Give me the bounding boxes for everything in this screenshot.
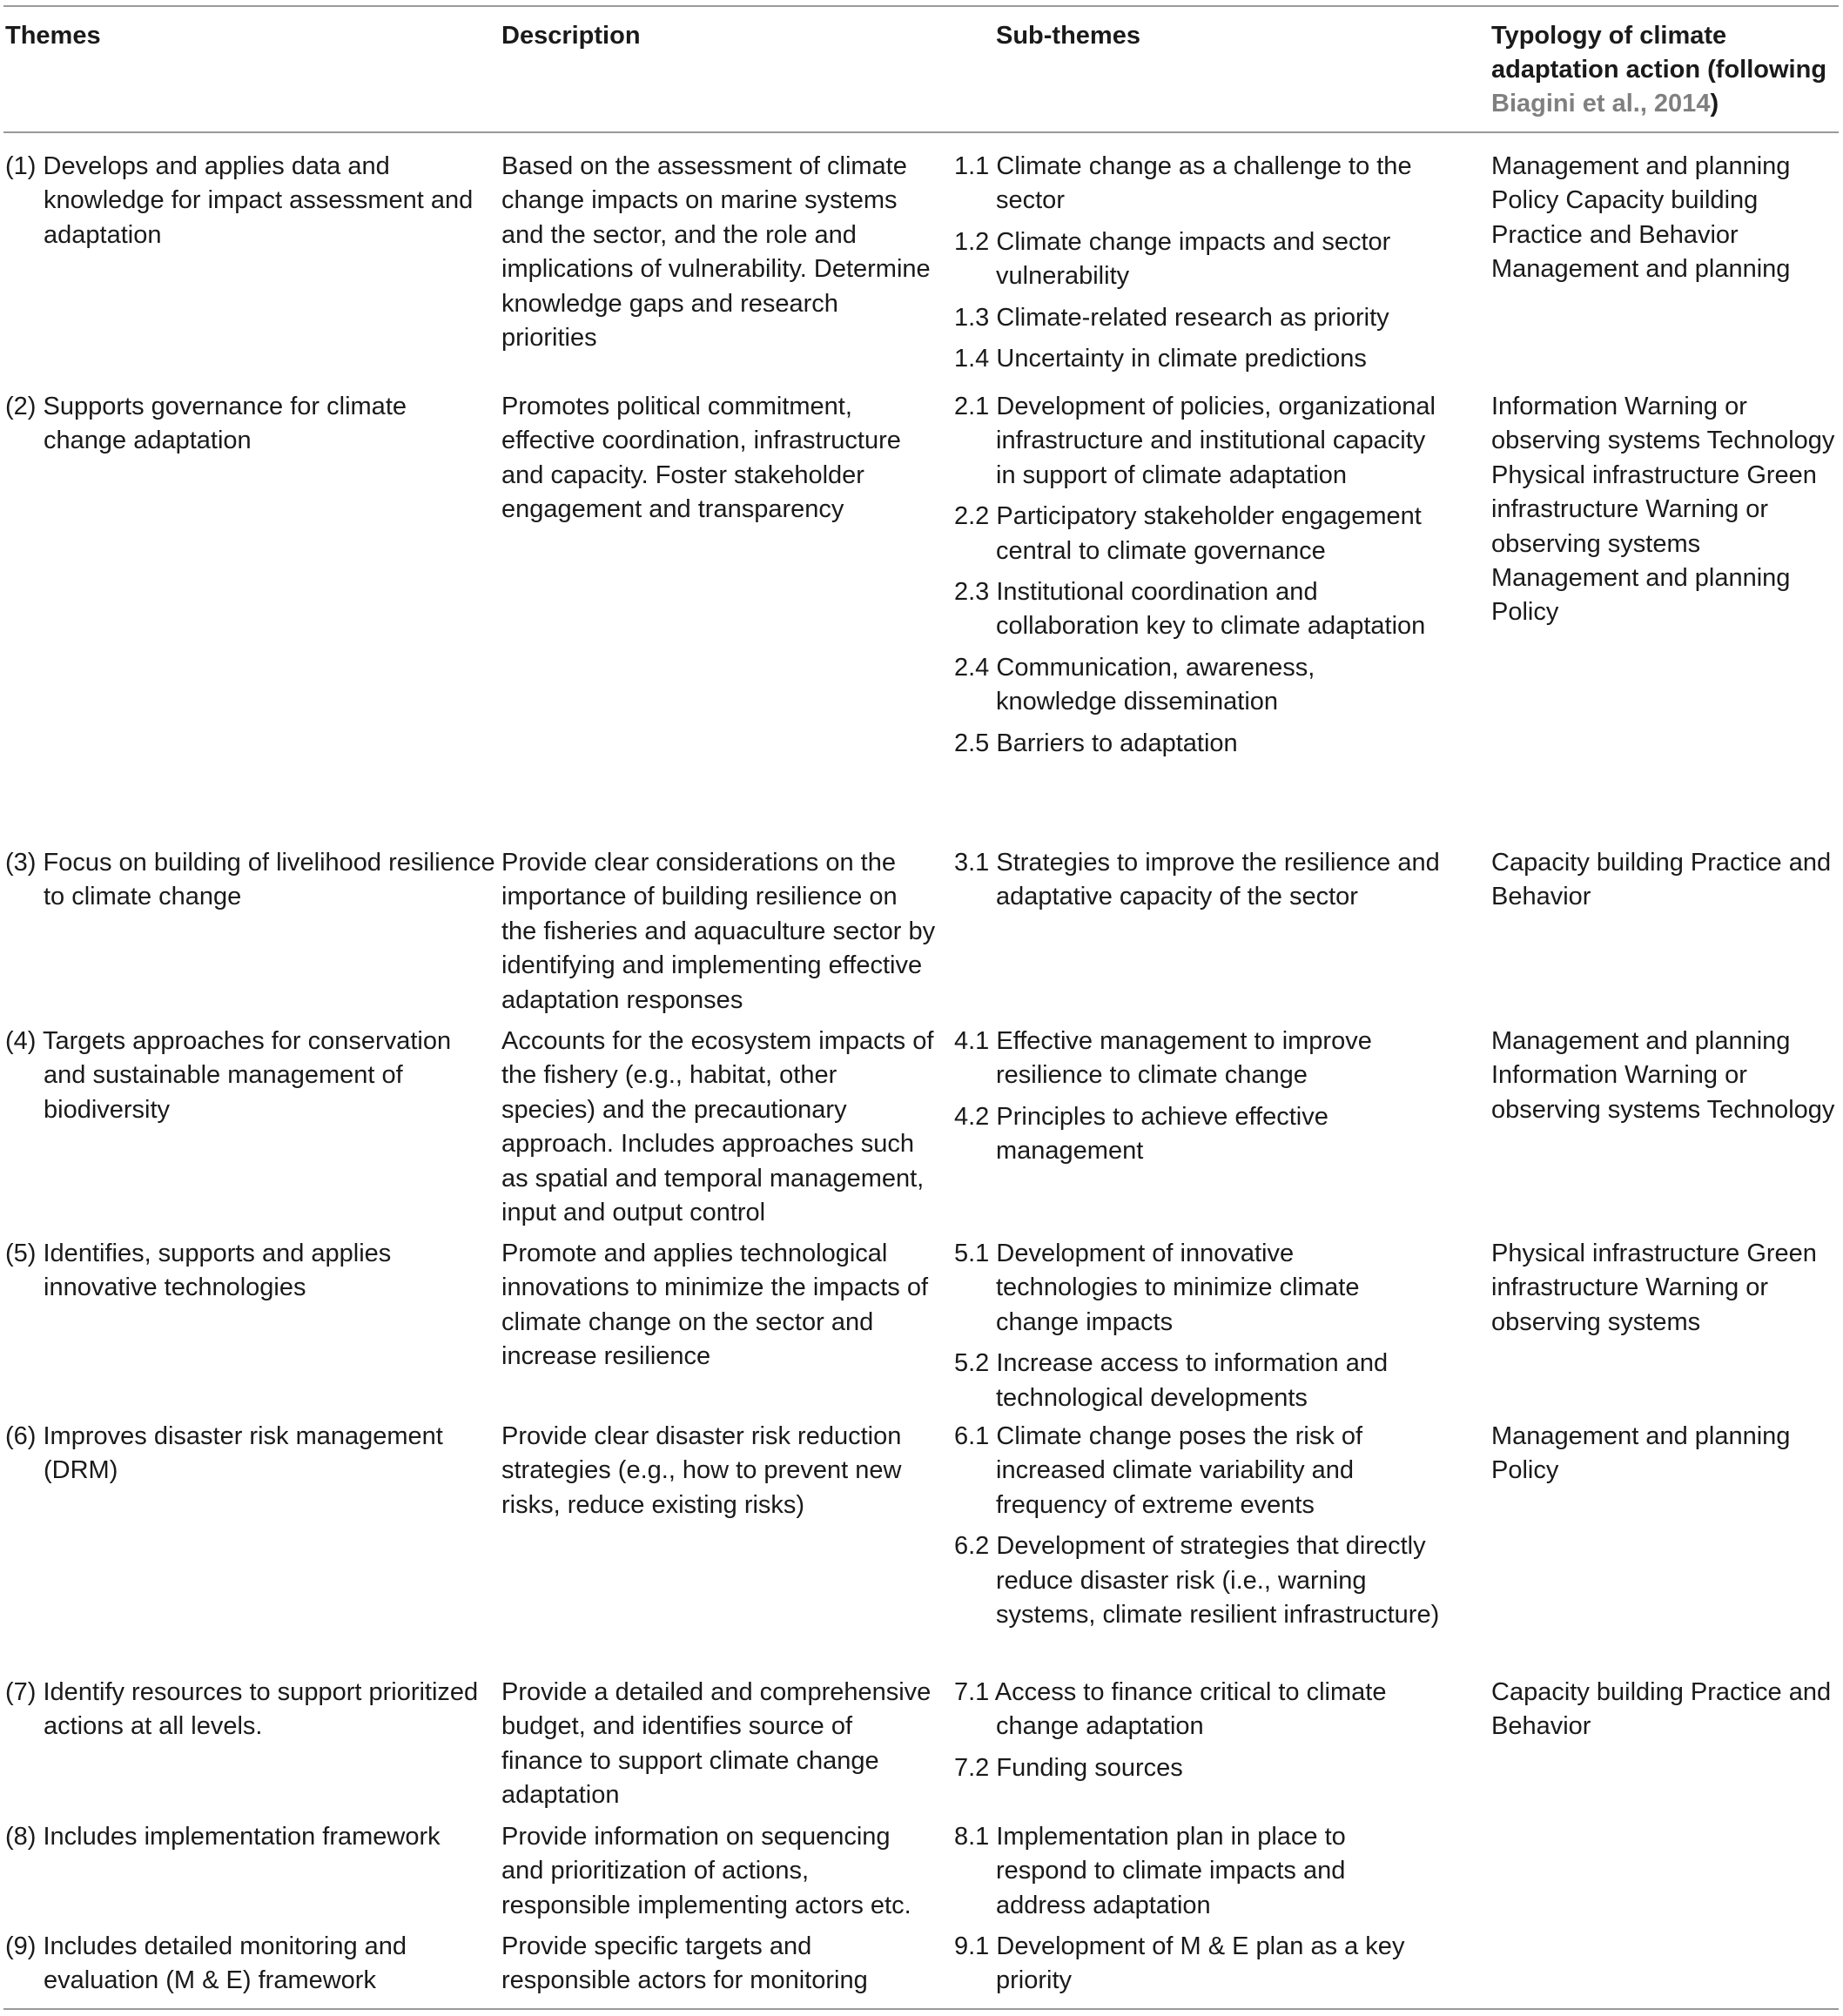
- theme-cell: (7) Identify resources to support prioritized actions at all levels.: [5, 1678, 479, 1741]
- sub-theme-item: 8.1 Implementation plan in place to respond to climate impacts and address adaptation: [954, 1823, 1346, 1919]
- header-typology: [1491, 19, 1840, 121]
- sub-theme-item: 5.1 Development of innovative technologies to minimize climate change impacts: [954, 1240, 1360, 1336]
- sub-themes-cell: [954, 1676, 1442, 1785]
- sub-theme-item: 5.2 Increase access to information and technological developments: [954, 1349, 1389, 1412]
- header-description: Description: [501, 22, 641, 50]
- sub-theme-item: 2.5 Barriers to adaptation: [954, 729, 1238, 757]
- sub-themes-cell: [954, 846, 1442, 915]
- typology-cell: Physical infrastructure Green infrastructure Warning or observing systems: [1491, 1240, 1817, 1336]
- theme-cell: (5) Identifies, supports and applies innovative technologies: [5, 1240, 392, 1302]
- sub-theme-item: 2.3 Institutional coordination and collaboration key to climate adaptation: [954, 578, 1426, 641]
- citation-link[interactable]: Biagini et al., 2014: [1491, 90, 1711, 118]
- header-rule: [3, 131, 1839, 133]
- description-cell: Provide clear disaster risk reduction strategies (e.g., how to prevent new risks, reduce existing risks): [501, 1422, 902, 1519]
- sub-theme-item: 9.1 Development of M & E plan as a key priority: [954, 1932, 1405, 1995]
- theme-cell: (6) Improves disaster risk management (DRM): [5, 1422, 443, 1485]
- header-themes: Themes: [5, 22, 101, 50]
- description-cell: Provide information on sequencing and prioritization of actions, responsible implementing actors etc.: [501, 1823, 911, 1919]
- theme-cell: (9) Includes detailed monitoring and evaluation (M & E) framework: [5, 1932, 407, 1995]
- sub-theme-item: 1.2 Climate change impacts and sector vulnerability: [954, 227, 1391, 291]
- sub-theme-item: 6.2 Development of strategies that directly reduce disaster risk (i.e., warning systems, climate resilient infrastructure): [954, 1532, 1440, 1630]
- theme-cell: (8) Includes implementation framework: [5, 1823, 441, 1851]
- sub-theme-item: 2.4 Communication, awareness, knowledge dissemination: [954, 653, 1315, 716]
- table-header: [3, 19, 1839, 124]
- description-cell: Promote and applies technological innovations to minimize the impacts of climate change on the sector and increase resilience: [501, 1240, 928, 1371]
- typology-cell: Management and planning Information Warning or observing systems Technology: [1491, 1027, 1835, 1124]
- sub-themes-cell: [954, 150, 1442, 376]
- description-cell: Promotes political commitment, effective coordination, infrastructure and capacity. Foster stakeholder engagement and transparency: [501, 393, 901, 524]
- sub-themes-cell: [954, 1930, 1442, 1999]
- sub-theme-item: 3.1 Strategies to improve the resilience and adaptative capacity of the sector: [954, 849, 1440, 911]
- description-cell: Provide clear considerations on the importance of building resilience on the fisheries and aquaculture sector by identifying and implementing effective adaptation responses: [501, 849, 936, 1014]
- theme-cell: (2) Supports governance for climate change adaptation: [5, 393, 407, 455]
- sub-theme-item: 1.3 Climate-related research as priority: [954, 303, 1389, 332]
- sub-themes-cell: [954, 1820, 1442, 1923]
- typology-cell: Capacity building Practice and Behavior: [1491, 849, 1832, 911]
- description-cell: Provide specific targets and responsible actors for monitoring: [501, 1932, 868, 1995]
- theme-cell: (1) Develops and applies data and knowledge for impact assessment and adaptation: [5, 152, 474, 249]
- typology-cell: Management and planning Policy Capacity building Practice and Behavior Management and planning: [1491, 152, 1791, 284]
- sub-theme-item: 6.1 Climate change poses the risk of increased climate variability and frequency of extreme events: [954, 1422, 1363, 1519]
- description-cell: Provide a detailed and comprehensive budget, and identifies source of finance to support climate change adaptation: [501, 1678, 932, 1810]
- sub-theme-item: 2.1 Development of policies, organizational infrastructure and institutional capacity in support of climate adaptation: [954, 393, 1436, 489]
- description-cell: Accounts for the ecosystem impacts of the fishery (e.g., habitat, other species) and the precautionary approach. Includes approaches such as spatial and temporal management, input and output control: [501, 1027, 934, 1227]
- sub-themes-cell: [954, 390, 1442, 761]
- sub-theme-item: 4.1 Effective management to improve resilience to climate change: [954, 1027, 1372, 1090]
- theme-cell: (3) Focus on building of livelihood resilience to climate change: [5, 849, 495, 911]
- sub-theme-item: 7.2 Funding sources: [954, 1753, 1183, 1782]
- sub-theme-item: 2.2 Participatory stakeholder engagement central to climate governance: [954, 502, 1422, 565]
- sub-theme-item: 1.1 Climate change as a challenge to the sector: [954, 152, 1412, 215]
- table-bottom-rule: [3, 2008, 1839, 2010]
- sub-theme-item: 1.4 Uncertainty in climate predictions: [954, 345, 1367, 373]
- sub-themes-cell: [954, 1420, 1442, 1632]
- typology-cell: Information Warning or observing systems Technology Physical infrastructure Green infrastructure Warning or observing systems Management and planning Policy: [1491, 393, 1835, 627]
- header-sub-themes: Sub-themes: [996, 22, 1140, 50]
- sub-theme-item: 4.2 Principles to achieve effective management: [954, 1102, 1328, 1166]
- header-typology-close: ): [1710, 90, 1719, 118]
- typology-cell: Management and planning Policy: [1491, 1422, 1791, 1485]
- table-top-rule: [3, 5, 1839, 7]
- sub-theme-item: 7.1 Access to finance critical to climate change adaptation: [954, 1678, 1387, 1741]
- sub-themes-cell: [954, 1025, 1442, 1169]
- header-typology-text: Typology of climate adaptation action (following: [1491, 22, 1827, 84]
- description-cell: Based on the assessment of climate change impacts on marine systems and the sector, and the role and implications of vulnerability. Determine knowledge gaps and research priorities: [501, 152, 931, 353]
- sub-themes-cell: [954, 1237, 1442, 1415]
- theme-cell: (4) Targets approaches for conservation and sustainable management of biodiversity: [5, 1027, 452, 1124]
- typology-cell: Capacity building Practice and Behavior: [1491, 1678, 1832, 1741]
